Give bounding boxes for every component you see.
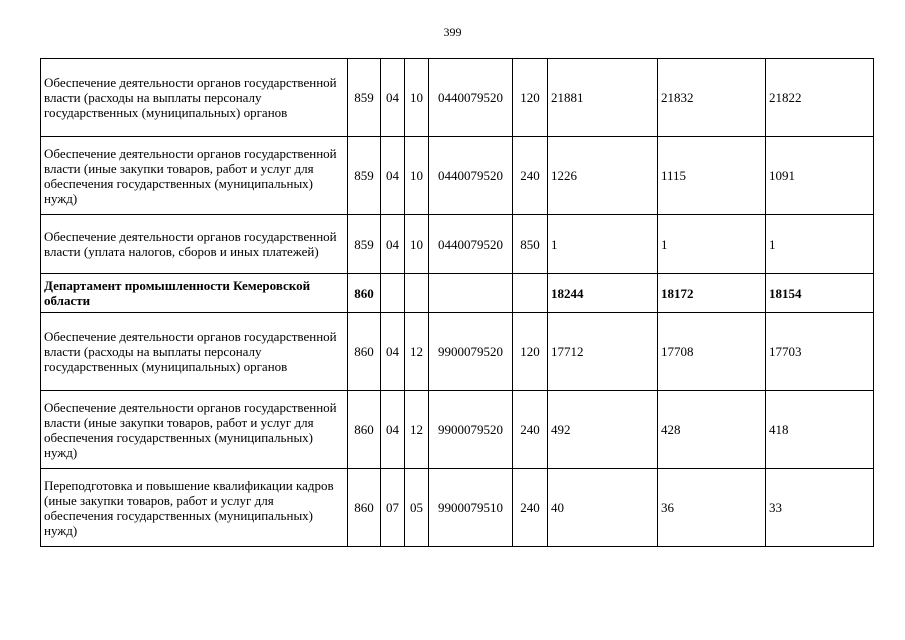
- department-code-cell: 859: [348, 215, 381, 274]
- table-row: [41, 215, 874, 274]
- amount-year3-cell: 21822: [766, 59, 874, 137]
- table-row: [41, 391, 874, 469]
- budget-table: [40, 58, 874, 547]
- amount-year1-cell: 21881: [548, 59, 658, 137]
- amount-year3-cell: 18154: [766, 274, 874, 313]
- amount-year1-cell: 18244: [548, 274, 658, 313]
- expense-type-cell: 120: [513, 313, 548, 391]
- amount-year3-cell: 418: [766, 391, 874, 469]
- page-number: 399: [443, 25, 462, 39]
- section-code-cell: 07: [381, 469, 405, 547]
- subsection-code-cell: 12: [405, 313, 429, 391]
- department-code-cell: 859: [348, 137, 381, 215]
- department-code-cell: 860: [348, 391, 381, 469]
- amount-year1-cell: 492: [548, 391, 658, 469]
- row-name-cell: Департамент промышленности Кемеровской области: [41, 274, 348, 313]
- section-code-cell: 04: [381, 215, 405, 274]
- section-code-cell: 04: [381, 137, 405, 215]
- expense-type-cell: 240: [513, 469, 548, 547]
- expense-type-cell: [513, 274, 548, 313]
- table-row: [41, 137, 874, 215]
- subsection-code-cell: 10: [405, 137, 429, 215]
- amount-year2-cell: 17708: [658, 313, 766, 391]
- amount-year3-cell: 1: [766, 215, 874, 274]
- subsection-code-cell: [405, 274, 429, 313]
- department-code-cell: 860: [348, 313, 381, 391]
- amount-year2-cell: 18172: [658, 274, 766, 313]
- row-name-cell: Обеспечение деятельности органов государственной власти (уплата налогов, сборов и иных платежей): [41, 215, 348, 274]
- department-code-cell: 859: [348, 59, 381, 137]
- section-code-cell: [381, 274, 405, 313]
- row-name-cell: Обеспечение деятельности органов государственной власти (расходы на выплаты персоналу государственных (муниципальных) органов: [41, 313, 348, 391]
- subsection-code-cell: 10: [405, 215, 429, 274]
- table-row: [41, 469, 874, 547]
- target-article-cell: 9900079520: [429, 313, 513, 391]
- amount-year2-cell: 428: [658, 391, 766, 469]
- target-article-cell: 0440079520: [429, 137, 513, 215]
- subsection-code-cell: 12: [405, 391, 429, 469]
- subsection-code-cell: 05: [405, 469, 429, 547]
- table-row: [41, 313, 874, 391]
- row-name-cell: Переподготовка и повышение квалификации кадров (иные закупки товаров, работ и услуг для обеспечения государственных (муниципальных) нужд): [41, 469, 348, 547]
- target-article-cell: [429, 274, 513, 313]
- amount-year1-cell: 40: [548, 469, 658, 547]
- amount-year1-cell: 17712: [548, 313, 658, 391]
- table-row: [41, 59, 874, 137]
- amount-year2-cell: 21832: [658, 59, 766, 137]
- target-article-cell: 9900079510: [429, 469, 513, 547]
- amount-year1-cell: 1226: [548, 137, 658, 215]
- row-name-cell: Обеспечение деятельности органов государственной власти (иные закупки товаров, работ и услуг для обеспечения государственных (муниципальных) нужд): [41, 391, 348, 469]
- expense-type-cell: 850: [513, 215, 548, 274]
- amount-year2-cell: 1115: [658, 137, 766, 215]
- expense-type-cell: 240: [513, 391, 548, 469]
- row-name-cell: Обеспечение деятельности органов государственной власти (расходы на выплаты персоналу государственных (муниципальных) органов: [41, 59, 348, 137]
- amount-year2-cell: 36: [658, 469, 766, 547]
- table-row: [41, 274, 874, 313]
- row-name-cell: Обеспечение деятельности органов государственной власти (иные закупки товаров, работ и услуг для обеспечения государственных (муниципальных) нужд): [41, 137, 348, 215]
- section-code-cell: 04: [381, 391, 405, 469]
- amount-year3-cell: 17703: [766, 313, 874, 391]
- amount-year1-cell: 1: [548, 215, 658, 274]
- target-article-cell: 0440079520: [429, 59, 513, 137]
- department-code-cell: 860: [348, 469, 381, 547]
- section-code-cell: 04: [381, 313, 405, 391]
- amount-year2-cell: 1: [658, 215, 766, 274]
- amount-year3-cell: 33: [766, 469, 874, 547]
- target-article-cell: 0440079520: [429, 215, 513, 274]
- department-code-cell: 860: [348, 274, 381, 313]
- amount-year3-cell: 1091: [766, 137, 874, 215]
- subsection-code-cell: 10: [405, 59, 429, 137]
- expense-type-cell: 240: [513, 137, 548, 215]
- expense-type-cell: 120: [513, 59, 548, 137]
- target-article-cell: 9900079520: [429, 391, 513, 469]
- section-code-cell: 04: [381, 59, 405, 137]
